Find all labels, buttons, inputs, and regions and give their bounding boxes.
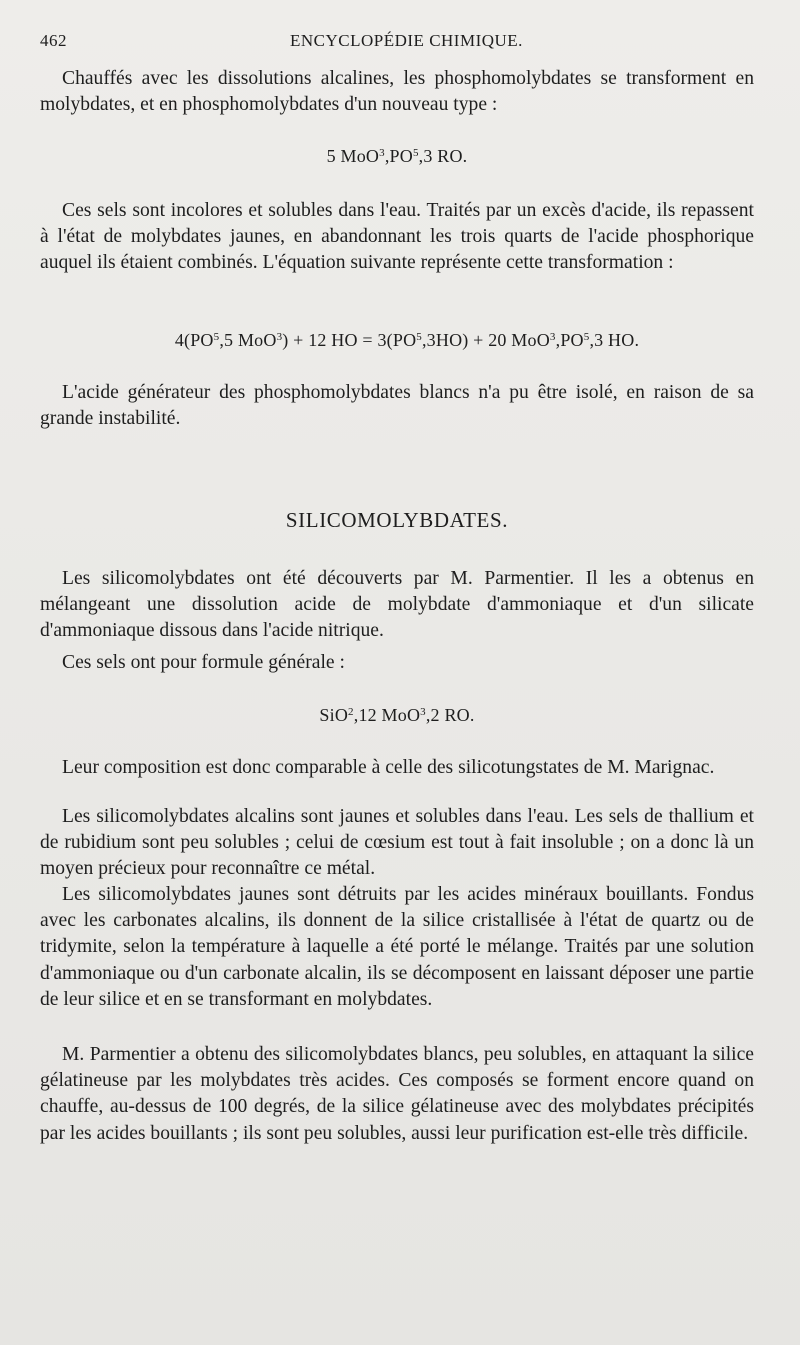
paragraph-7: Les silicomolybdates alcalins sont jaunes et solubles dans l'eau. Les sels de thallium et de rubidium sont peu solubles ; celui de cœsium est tout à fait insoluble ; on a donc là un moyen précieux pour reconnaître ce métal. (40, 806, 754, 880)
paragraph-3: L'acide générateur des phosphomolybdates blancs n'a pu être isolé, en raison de sa grande instabilité. (40, 382, 754, 430)
paragraph-4: Les silicomolybdates ont été découverts par M. Parmentier. Il les a obtenus en mélangeant une dissolution acide de molybdate d'ammoniaque et d'un silicate d'ammoniaque dissous dans l'acide nitrique. (40, 568, 754, 642)
formula-3: SiO$^2$,12 MoO$^3$,2 RO. (319, 705, 475, 725)
running-title: ENCYCLOPÉDIE CHIMIQUE. (290, 31, 523, 50)
paragraph-8: Les silicomolybdates jaunes sont détruits par les acides minéraux bouillants. Fondus avec les carbonates alcalins, ils donnent de la silice cristallisée à l'état de quartz ou de tridymite, selon la température à laquelle a été porté le mélange. Traités par une solution d'ammoniaque ou d'un carbonate alcalin, ils se décomposent en laissant déposer une partie de leur silice et en se transformant en molybdates. (40, 884, 754, 1010)
page-header (40, 31, 760, 55)
paragraph-1: Chauffés avec les dissolutions alcalines, les phosphomolybdates se transforment en molybdates, et en phosphomolybdates d'un nouveau type : (40, 68, 754, 116)
formula-1: 5 $MoO^3,PO^5,3$ RO. (326, 146, 468, 166)
paragraph-9: M. Parmentier a obtenu des silicomolybdates blancs, peu solubles, en attaquant la silice gélatineuse par les molybdates très acides. Ces composés se forment encore quand on chauffe, au-dessus de 100 degrés, de la silice gélatineuse avec des molybdates précipités par les acides bouillants ; ils sont peu solubles, aussi leur purification est-elle très difficile. (40, 1044, 754, 1144)
paragraph-5: Ces sels ont pour formule générale : (62, 652, 345, 673)
page-number: 462 (40, 31, 67, 50)
paragraph-2: Ces sels sont incolores et solubles dans l'eau. Traités par un excès d'acide, ils repassent à l'état de molybdates jaunes, en abandonnant les trois quarts de l'acide phosphorique auquel ils étaient combinés. L'équation suivante représente cette transformation : (40, 200, 754, 274)
paragraph-6: Leur composition est donc comparable à celle des silicotungstates de M. Marignac. (62, 757, 715, 778)
section-title: SILICOMOLYBDATES. (285, 508, 509, 532)
formula-2: $4(PO^5,5$ MoO$^3$) + 12 HO = $3(PO^5,3HO) + 20$ $MoO^3,PO^5,3$ HO. (174, 330, 640, 350)
